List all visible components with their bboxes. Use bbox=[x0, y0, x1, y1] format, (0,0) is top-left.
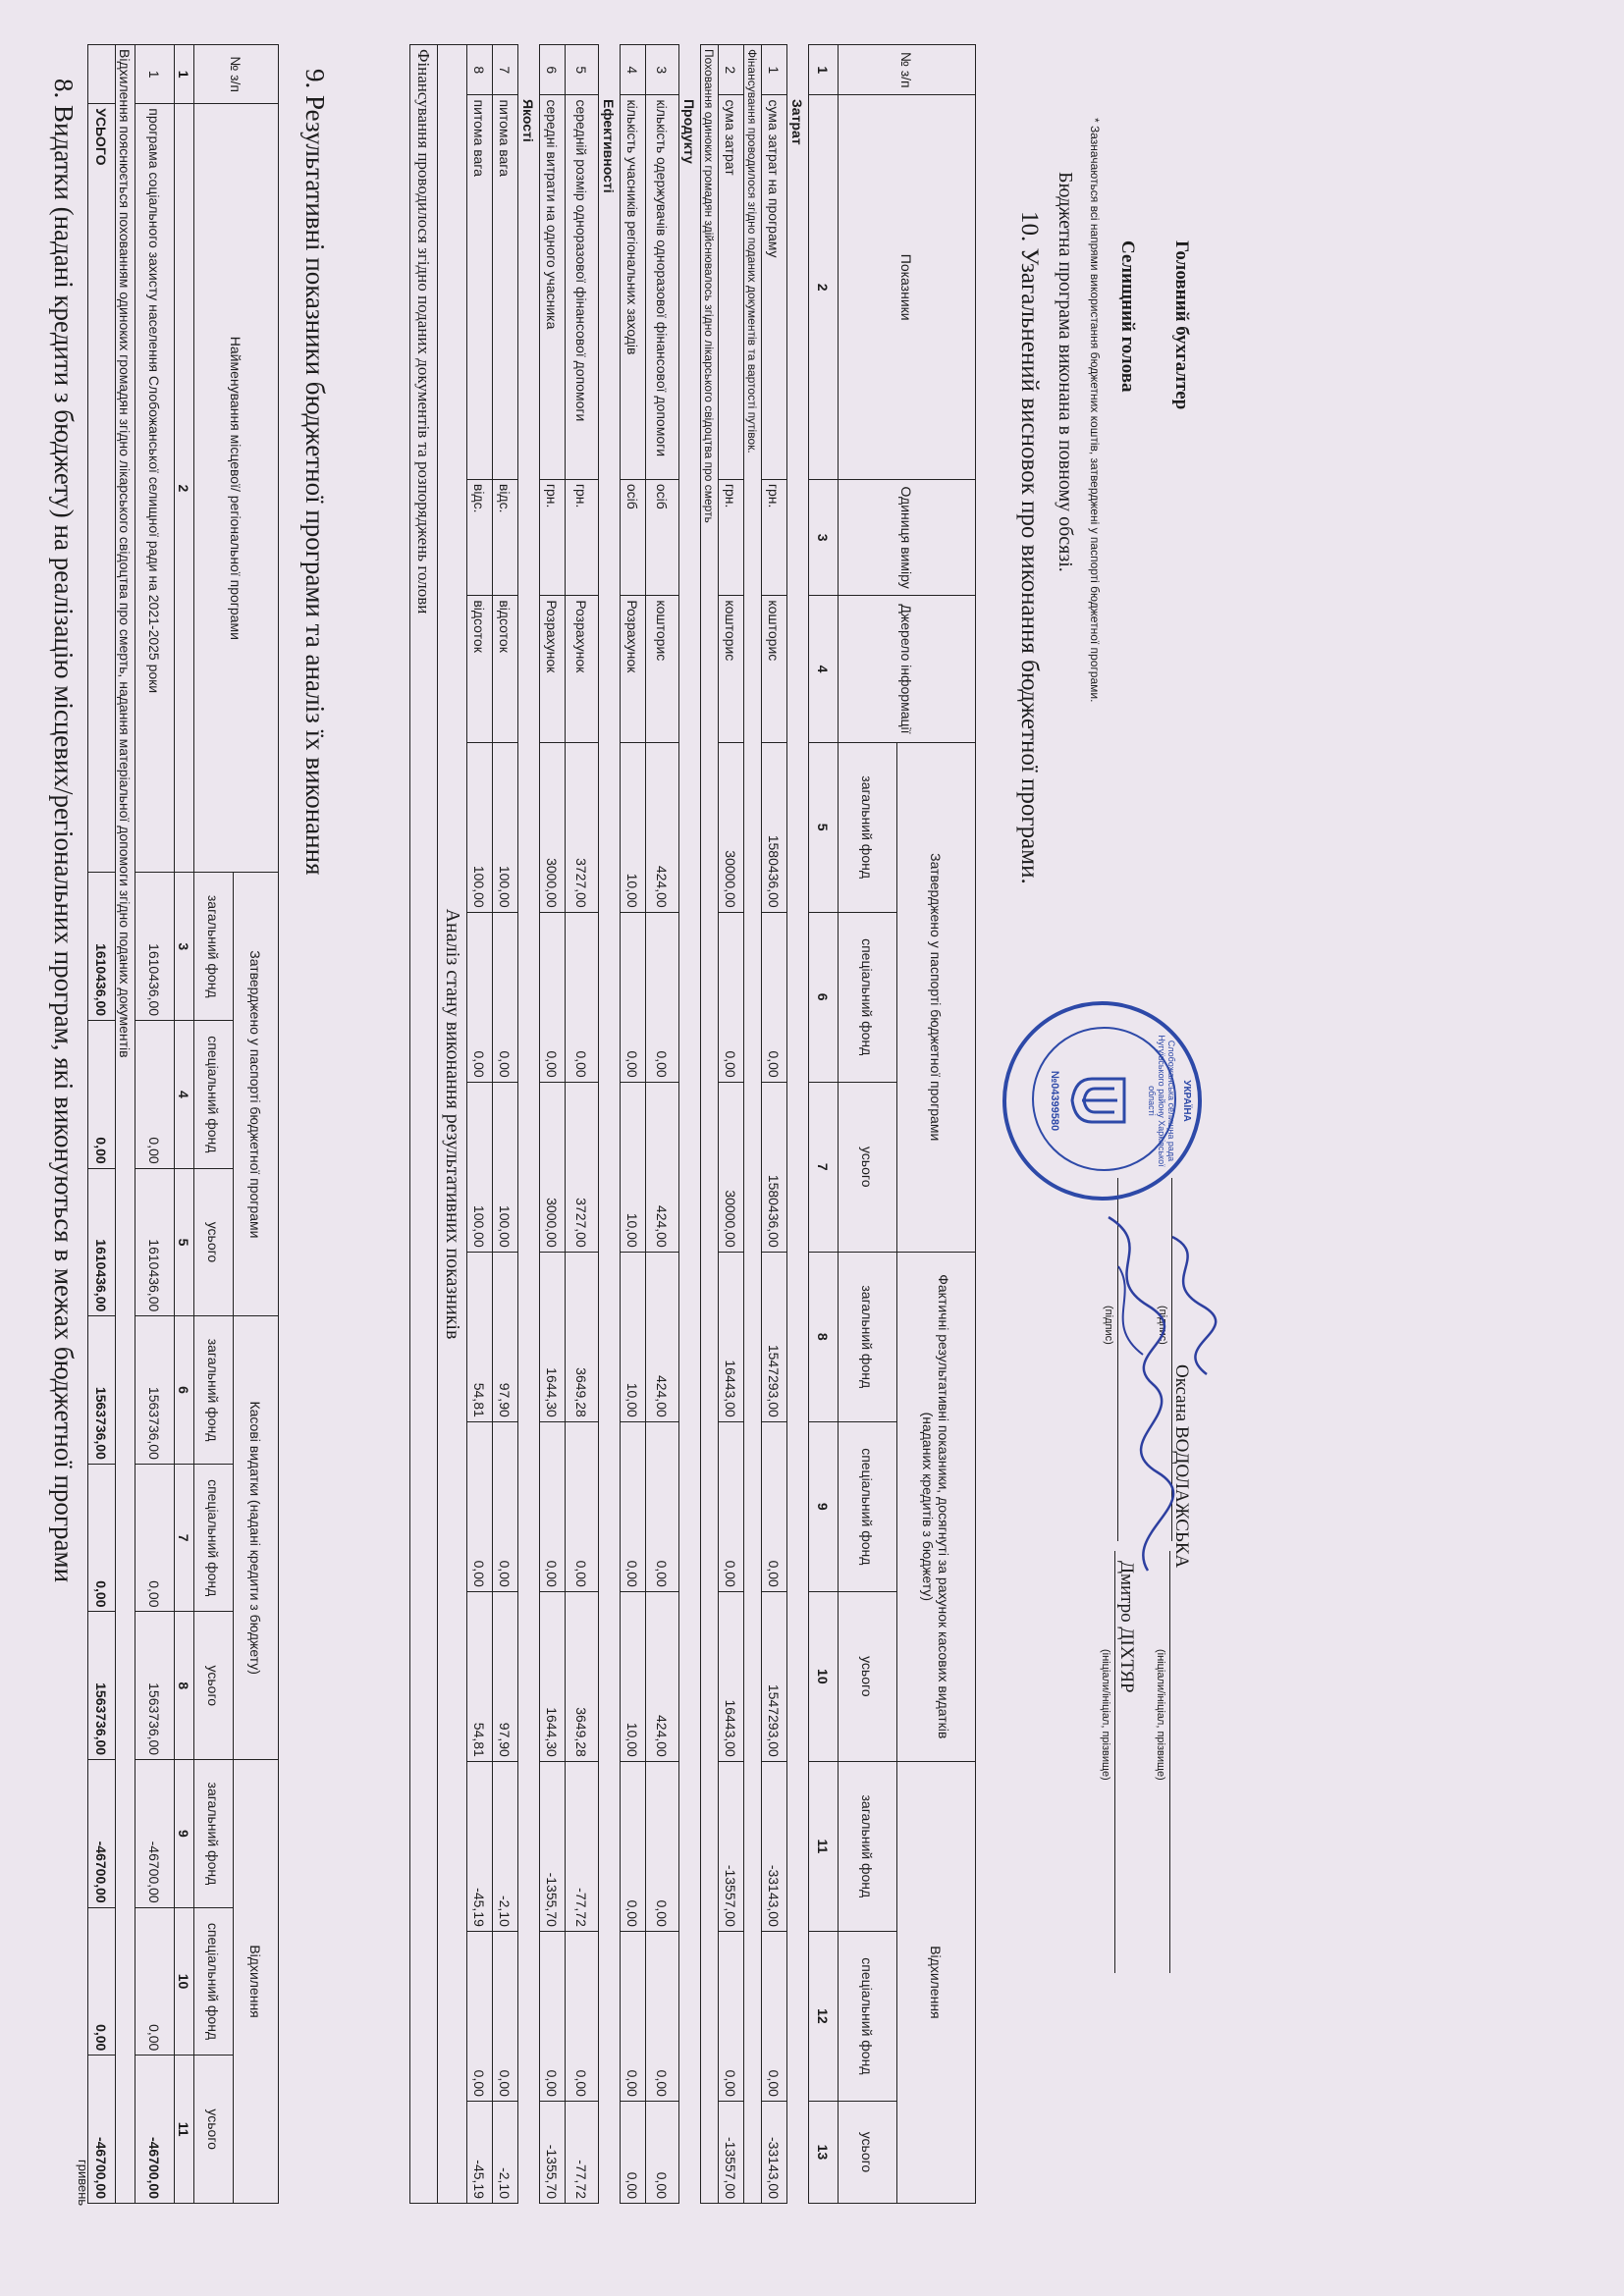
col-number: 11 bbox=[809, 1761, 839, 1931]
head-name: Дмитро ДІХТЯР bbox=[1116, 1561, 1137, 1693]
value-cell: 10,00 bbox=[621, 1252, 646, 1421]
value-cell: 0,00 bbox=[135, 1464, 175, 1612]
name-caption: (ініціали/ініціал, прізвище) bbox=[1100, 1649, 1111, 1781]
value-cell: 0,00 bbox=[762, 1421, 787, 1591]
col-number: 6 bbox=[809, 912, 839, 1082]
value-cell: 16443,00 bbox=[719, 1591, 744, 1761]
col-number: 4 bbox=[175, 1021, 194, 1169]
value-cell: 3649,28 bbox=[566, 1591, 599, 1761]
header-general: загальний фонд bbox=[194, 1316, 234, 1465]
row-num: 5 bbox=[566, 45, 599, 95]
table-row bbox=[467, 45, 493, 2204]
group-efficiency: Ефективності bbox=[599, 95, 621, 2204]
total-cell: -46700,00 bbox=[88, 2056, 116, 2204]
indicator-name: сума затрат на програму bbox=[762, 95, 787, 479]
header-approved: Затверджено у паспорті бюджетної програми bbox=[897, 742, 976, 1252]
value-cell: 0,00 bbox=[762, 1931, 787, 2101]
head-title: Селищний голова bbox=[1117, 240, 1138, 393]
name-caption: (ініціали/ініціал, прізвище) bbox=[1155, 1649, 1166, 1781]
col-number: 2 bbox=[809, 95, 839, 479]
section-10-title: 10. Узагальнений висновок про виконання бюджетної програми. bbox=[1016, 211, 1043, 884]
value-cell: 1610436,00 bbox=[135, 873, 175, 1021]
unit-cell: грн. bbox=[540, 479, 566, 595]
value-cell: 10,00 bbox=[621, 1591, 646, 1761]
table-row bbox=[135, 45, 175, 2204]
value-cell: 1563736,00 bbox=[135, 1316, 175, 1465]
col-number: 10 bbox=[175, 1907, 194, 2056]
analysis-title: Аналіз стану виконання результативних показників bbox=[438, 45, 467, 2204]
value-cell: 0,00 bbox=[467, 1421, 493, 1591]
table-row bbox=[762, 45, 787, 2204]
col-number: 3 bbox=[809, 479, 839, 595]
col-number: 13 bbox=[809, 2101, 839, 2203]
value-cell: 0,00 bbox=[621, 1421, 646, 1591]
value-cell: 0,00 bbox=[719, 1931, 744, 2101]
col-number: 8 bbox=[809, 1252, 839, 1421]
value-cell: 1644,30 bbox=[540, 1591, 566, 1761]
value-cell: 10,00 bbox=[621, 742, 646, 912]
value-cell: 100,00 bbox=[493, 742, 518, 912]
header-general: загальний фонд bbox=[839, 1761, 897, 1931]
col-number: 12 bbox=[809, 1931, 839, 2101]
value-cell: 0,00 bbox=[646, 1931, 679, 2101]
group-product: Продукту bbox=[679, 95, 701, 2204]
section-8-title: 8. Видатки (надані кредити з бюджету) на реалізацію місцевих/регіональних програм, які виконуються в межах бюджетної програми bbox=[49, 79, 79, 1583]
value-cell: -2,10 bbox=[493, 2101, 518, 2203]
value-cell: 0,00 bbox=[719, 1421, 744, 1591]
col-number: 7 bbox=[809, 1082, 839, 1252]
value-cell: 1547293,00 bbox=[762, 1591, 787, 1761]
total-cell: 1610436,00 bbox=[88, 1168, 116, 1316]
unit-cell: грн. bbox=[719, 479, 744, 595]
value-cell: 0,00 bbox=[762, 912, 787, 1082]
value-cell: 0,00 bbox=[493, 912, 518, 1082]
header-special: спеціальний фонд bbox=[194, 1464, 234, 1612]
value-cell: 100,00 bbox=[493, 1082, 518, 1252]
header-actual: Фактичні результативні показники, досягнуті за рахунок касових видатків (наданих кредитів з бюджету) bbox=[897, 1252, 976, 1761]
value-cell: 54,81 bbox=[467, 1252, 493, 1421]
total-cell: 0,00 bbox=[88, 1021, 116, 1169]
value-cell: 10,00 bbox=[621, 1082, 646, 1252]
section-9-title: 9. Результативні показники бюджетної програми та аналіз їх виконання bbox=[300, 69, 330, 876]
section-9-table bbox=[409, 44, 976, 2204]
value-cell: 0,00 bbox=[646, 912, 679, 1082]
col-number: 5 bbox=[809, 742, 839, 912]
header-special: спеціальний фонд bbox=[839, 1931, 897, 2101]
table-row bbox=[493, 45, 518, 2204]
value-cell: 0,00 bbox=[540, 1931, 566, 2101]
row-num: 6 bbox=[540, 45, 566, 95]
sign-caption: (підпис) bbox=[1103, 1306, 1114, 1345]
value-cell: 0,00 bbox=[719, 912, 744, 1082]
unit-cell: осіб bbox=[621, 479, 646, 595]
value-cell: 424,00 bbox=[646, 1591, 679, 1761]
value-cell: 424,00 bbox=[646, 742, 679, 912]
value-cell: 0,00 bbox=[621, 1931, 646, 2101]
source-cell: Розрахунок bbox=[621, 596, 646, 742]
value-cell: 0,00 bbox=[493, 1931, 518, 2101]
value-cell: 0,00 bbox=[566, 1931, 599, 2101]
value-cell: -45,19 bbox=[467, 2101, 493, 2203]
indicator-name: питома вага bbox=[467, 95, 493, 479]
col-number: 5 bbox=[175, 1168, 194, 1316]
value-cell: -45,19 bbox=[467, 1761, 493, 1931]
header-program-name: Найменування місцевої/ регіональної програми bbox=[194, 104, 279, 873]
value-cell: -1355,70 bbox=[540, 1761, 566, 1931]
header-total: усього bbox=[839, 2101, 897, 2203]
value-cell: 0,00 bbox=[621, 1761, 646, 1931]
value-cell: -13557,00 bbox=[719, 2101, 744, 2203]
col-number: 2 bbox=[175, 104, 194, 873]
column-number-row bbox=[809, 45, 839, 2204]
value-cell: 0,00 bbox=[135, 1021, 175, 1169]
value-cell: -33143,00 bbox=[762, 2101, 787, 2203]
col-number: 3 bbox=[175, 873, 194, 1021]
total-cell: 0,00 bbox=[88, 1907, 116, 2056]
section-8-table bbox=[87, 44, 279, 2204]
row-num: 7 bbox=[493, 45, 518, 95]
footnote: * Зазначаються всі напрями використання бюджетних коштів, затверджені у паспорті бюджетної програми. bbox=[1088, 118, 1102, 703]
unit-cell: грн. bbox=[762, 479, 787, 595]
total-cell: -46700,00 bbox=[88, 1760, 116, 1908]
source-cell: кошторис bbox=[719, 596, 744, 742]
value-cell: -33143,00 bbox=[762, 1761, 787, 1931]
total-cell: 1563736,00 bbox=[88, 1316, 116, 1465]
value-cell: 0,00 bbox=[540, 912, 566, 1082]
value-cell: 3727,00 bbox=[566, 742, 599, 912]
value-cell: 16443,00 bbox=[719, 1252, 744, 1421]
value-cell: 424,00 bbox=[646, 1082, 679, 1252]
value-cell: 30000,00 bbox=[719, 742, 744, 912]
conclusion-text: Бюджетна програма виконана в повному обсязі. bbox=[1055, 172, 1076, 572]
indicator-name: середній розмір одноразової фінансової допомоги bbox=[566, 95, 599, 479]
value-cell: 0,00 bbox=[493, 1421, 518, 1591]
header-total: усього bbox=[839, 1082, 897, 1252]
value-cell: -13557,00 bbox=[719, 1761, 744, 1931]
value-cell: 3000,00 bbox=[540, 1082, 566, 1252]
program-name: програма соціального захисту населення Слобожанської селищної ради на 2021-2025 роки bbox=[135, 104, 175, 873]
value-cell: 0,00 bbox=[467, 1931, 493, 2101]
coat-of-arms-icon bbox=[1070, 1071, 1129, 1130]
header-general: загальний фонд bbox=[839, 1252, 897, 1421]
value-cell: 30000,00 bbox=[719, 1082, 744, 1252]
header-total: усього bbox=[194, 1168, 234, 1316]
header-special: спеціальний фонд bbox=[194, 1907, 234, 2056]
group-quality: Якості bbox=[518, 95, 540, 2204]
group-costs: Затрат bbox=[787, 95, 809, 2204]
value-cell: 97,90 bbox=[493, 1591, 518, 1761]
unit-cell: осіб bbox=[646, 479, 679, 595]
value-cell: 1580436,00 bbox=[762, 1082, 787, 1252]
value-cell: 97,90 bbox=[493, 1252, 518, 1421]
header-general: загальний фонд bbox=[194, 1760, 234, 1908]
value-cell: 3000,00 bbox=[540, 742, 566, 912]
col-number: 11 bbox=[175, 2056, 194, 2204]
analysis-text: Фінансування проводилося згідно поданих документів та розпоряджень голови bbox=[410, 45, 438, 2204]
header-num: № з/п bbox=[839, 45, 976, 95]
indicator-name: питома вага bbox=[493, 95, 518, 479]
value-cell: -2,10 bbox=[493, 1761, 518, 1931]
header-unit: Одиниця виміру bbox=[839, 479, 976, 595]
accountant-name-line bbox=[1169, 1551, 1170, 1973]
value-cell: -77,72 bbox=[566, 1761, 599, 1931]
value-cell: 0,00 bbox=[621, 912, 646, 1082]
total-label: УСЬОГО bbox=[88, 104, 116, 873]
header-general: загальний фонд bbox=[839, 742, 897, 912]
value-cell: 424,00 bbox=[646, 1252, 679, 1421]
indicator-name: кількість учасників регіональних заходів bbox=[621, 95, 646, 479]
stamp-org: Слобожанська селищна рада Нугуївського району Харківської області bbox=[1147, 1035, 1176, 1167]
column-number-row bbox=[175, 45, 194, 2204]
total-cell: 1563736,00 bbox=[88, 1612, 116, 1760]
table-row bbox=[540, 45, 566, 2204]
value-cell: 1644,30 bbox=[540, 1252, 566, 1421]
source-cell: відсоток bbox=[467, 596, 493, 742]
value-cell: 0,00 bbox=[646, 2101, 679, 2203]
col-number: 10 bbox=[809, 1591, 839, 1761]
value-cell: 0,00 bbox=[467, 912, 493, 1082]
row-num: 1 bbox=[762, 45, 787, 95]
value-cell: 0,00 bbox=[566, 912, 599, 1082]
currency-label: гривень bbox=[76, 2160, 90, 2207]
header-special: спеціальний фонд bbox=[839, 1421, 897, 1591]
header-cash: Касові видатки (надані кредити з бюджету) bbox=[234, 1316, 279, 1760]
row-num: 1 bbox=[135, 45, 175, 104]
value-cell: -46700,00 bbox=[135, 1760, 175, 1908]
source-cell: Розрахунок bbox=[540, 596, 566, 742]
table-row bbox=[719, 45, 744, 2204]
source-cell: кошторис bbox=[762, 596, 787, 742]
value-cell: -46700,00 bbox=[135, 2056, 175, 2204]
col-number: 1 bbox=[175, 45, 194, 104]
value-cell: -1355,70 bbox=[540, 2101, 566, 2203]
row-num: 3 bbox=[646, 45, 679, 95]
accountant-title: Головний бухгалтер bbox=[1171, 240, 1192, 410]
header-indicator: Показники bbox=[839, 95, 976, 479]
value-cell: 0,00 bbox=[646, 1421, 679, 1591]
value-cell: 100,00 bbox=[467, 742, 493, 912]
source-cell: Розрахунок bbox=[566, 596, 599, 742]
source-cell: відсоток bbox=[493, 596, 518, 742]
value-cell: 100,00 bbox=[467, 1082, 493, 1252]
col-number: 6 bbox=[175, 1316, 194, 1465]
header-approved: Затверджено у паспорті бюджетної програми bbox=[234, 873, 279, 1316]
indicator-name: кількість одержувачів одноразової фінансової допомоги bbox=[646, 95, 679, 479]
value-cell: 0,00 bbox=[621, 2101, 646, 2203]
total-cell: 0,00 bbox=[88, 1464, 116, 1612]
accountant-signature-scribble bbox=[1153, 1227, 1221, 1384]
header-special: спеціальний фонд bbox=[839, 912, 897, 1082]
value-cell: 0,00 bbox=[566, 1421, 599, 1591]
value-cell: 1547293,00 bbox=[762, 1252, 787, 1421]
stamp-country: УКРАЇНА bbox=[1181, 1080, 1192, 1122]
header-deviation: Відхилення bbox=[897, 1761, 976, 2203]
value-cell: 1580436,00 bbox=[762, 742, 787, 912]
unit-cell: відс. bbox=[467, 479, 493, 595]
col-number: 9 bbox=[809, 1421, 839, 1591]
table-row bbox=[646, 45, 679, 2204]
col-number: 8 bbox=[175, 1612, 194, 1760]
row-num: 2 bbox=[719, 45, 744, 95]
stamp-code: №04399580 bbox=[1049, 1070, 1060, 1132]
unit-cell: відс. bbox=[493, 479, 518, 595]
total-cell: 1610436,00 bbox=[88, 873, 116, 1021]
indicator-name: сума затрат bbox=[719, 95, 744, 479]
col-number: 4 bbox=[809, 596, 839, 742]
deviation-explanation: Відхилення пояснюється похованням одиноких громадян згідно лікарського свідоцтва про смерть, надання матеріальної допомоги згідно поданих документів bbox=[116, 45, 135, 2204]
header-total: усього bbox=[194, 1612, 234, 1760]
col-number: 1 bbox=[809, 45, 839, 95]
header-special: спеціальний фонд bbox=[194, 1021, 234, 1169]
head-name-line bbox=[1114, 1551, 1115, 1973]
total-row bbox=[88, 45, 116, 2204]
value-cell: 3649,28 bbox=[566, 1252, 599, 1421]
header-total: усього bbox=[194, 2056, 234, 2204]
row-num: 4 bbox=[621, 45, 646, 95]
value-cell: -77,72 bbox=[566, 2101, 599, 2203]
header-source: Джерело інформації bbox=[839, 596, 976, 742]
header-general: загальний фонд bbox=[194, 873, 234, 1021]
header-num: № з/п bbox=[194, 45, 279, 104]
indicator-name: середні витрати на одного учасника bbox=[540, 95, 566, 479]
row-note: Поховання одиноких громадян здійснювалось згідно лікарського свідоцтва про смерть bbox=[701, 45, 719, 2204]
sign-caption: (підпис) bbox=[1157, 1306, 1168, 1345]
source-cell: кошторис bbox=[646, 596, 679, 742]
value-cell: 0,00 bbox=[135, 1907, 175, 2056]
header-total: усього bbox=[839, 1591, 897, 1761]
value-cell: 3727,00 bbox=[566, 1082, 599, 1252]
accountant-name: Оксана ВОДОЛАЖСЬКА bbox=[1171, 1364, 1192, 1569]
value-cell: 0,00 bbox=[646, 1761, 679, 1931]
official-stamp bbox=[1002, 1001, 1202, 1201]
row-num: 8 bbox=[467, 45, 493, 95]
value-cell: 1563736,00 bbox=[135, 1612, 175, 1760]
unit-cell: грн. bbox=[566, 479, 599, 595]
table-row bbox=[621, 45, 646, 2204]
col-number: 9 bbox=[175, 1760, 194, 1908]
value-cell: 54,81 bbox=[467, 1591, 493, 1761]
value-cell: 1610436,00 bbox=[135, 1168, 175, 1316]
header-deviation: Відхилення bbox=[234, 1760, 279, 2204]
col-number: 7 bbox=[175, 1464, 194, 1612]
table-row bbox=[566, 45, 599, 2204]
row-note: Фінансування проводилося згідно поданих документів та вартості путівок. bbox=[744, 45, 762, 2204]
value-cell: 0,00 bbox=[540, 1421, 566, 1591]
